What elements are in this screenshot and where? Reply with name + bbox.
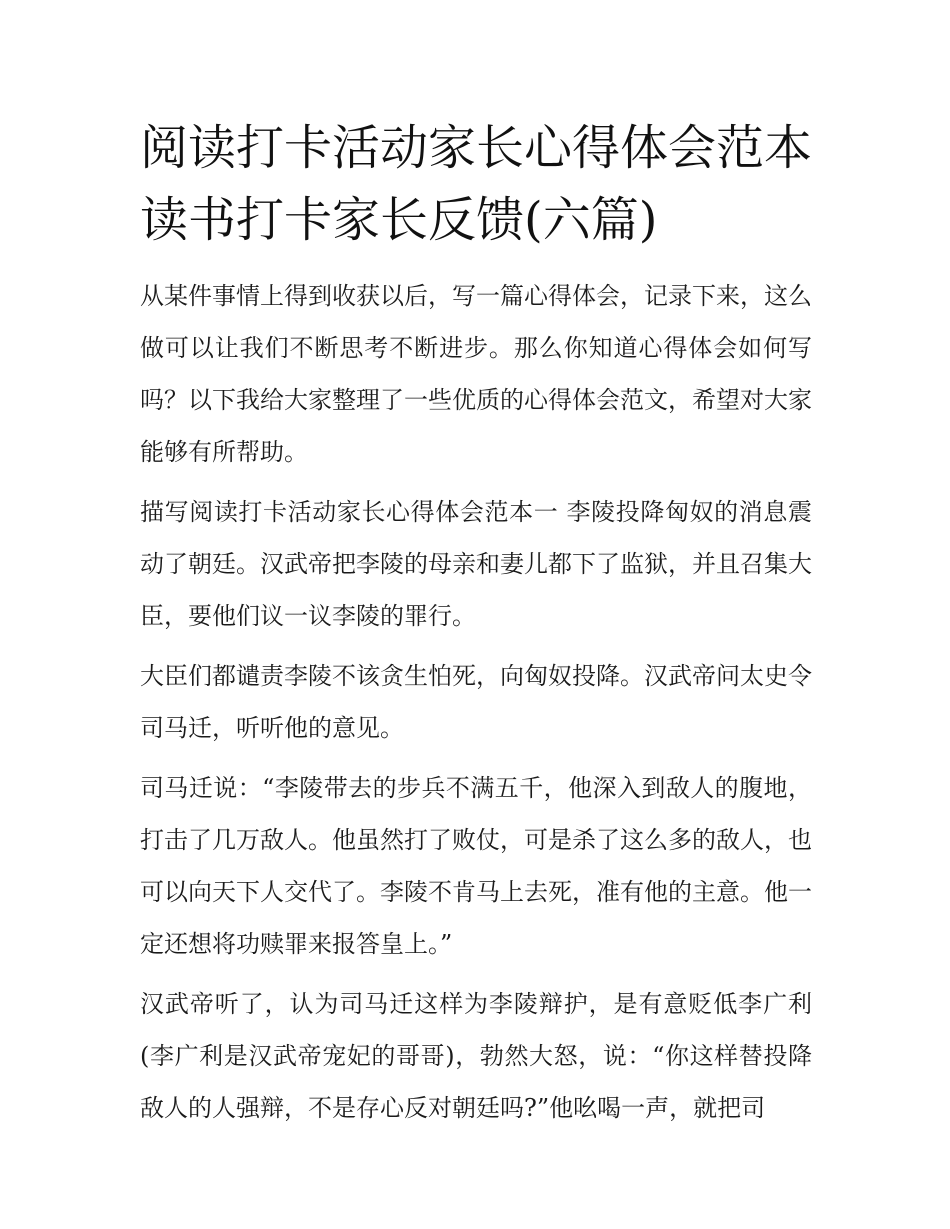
paragraph-emperor-anger: 汉武帝听了，认为司马迁这样为李陵辩护，是有意贬低李广利(李广利是汉武帝宠妃的哥哥)，勃然大怒，说：“你这样替投降敌人的人强辩，不是存心反对朝廷吗?”他吆喝一声，就把司 [140,990,812,1122]
document-title: 阅读打卡活动家长心得体会范本 读书打卡家长反馈(六篇) [140,120,813,248]
document-body [140,112,812,1134]
paragraph-intro: 从某件事情上得到收获以后，写一篇心得体会，记录下来，这么做可以让我们不断思考不断进步。那么你知道心得体会如何写吗？以下我给大家整理了一些优质的心得体会范文，希望对大家能够有所帮助。 [140,282,812,466]
paragraph-essay-one-opening: 描写阅读打卡活动家长心得体会范本一 李陵投降匈奴的消息震动了朝廷。汉武帝把李陵的母亲和妻儿都下了监狱，并且召集大臣，要他们议一议李陵的罪行。 [140,498,812,630]
paragraph-sima-qian-speech: 司马迁说：“李陵带去的步兵不满五千，他深入到敌人的腹地，打击了几万敌人。他虽然打了败仗，可是杀了这么多的敌人，也可以向天下人交代了。李陵不肯马上去死，准有他的主意。他一定还想将功赎罪来报答皇上。” [140,774,812,958]
paragraph-ministers: 大臣们都谴责李陵不该贪生怕死，向匈奴投降。汉武帝问太史令司马迁，听听他的意见。 [140,662,812,742]
